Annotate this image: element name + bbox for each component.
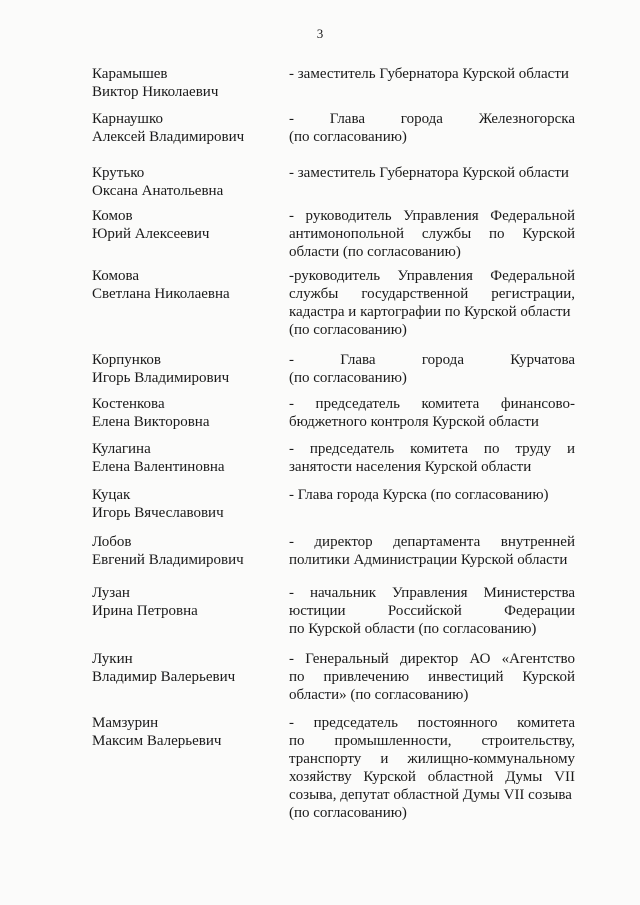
member-name xyxy=(92,533,272,569)
member-position xyxy=(289,650,575,704)
member-position xyxy=(289,584,575,638)
member-surname: Комов xyxy=(92,208,133,224)
position-line: - директор департамента внутренней xyxy=(289,534,575,550)
position-line: политики Администрации Курской области xyxy=(289,552,568,568)
position-line: по Курской области (по согласованию) xyxy=(289,621,537,637)
member-name xyxy=(92,267,272,303)
member-position xyxy=(289,351,575,387)
member-surname: Кулагина xyxy=(92,441,151,457)
position-line: - Глава города Курска (по согласованию) xyxy=(289,487,549,503)
position-line: хозяйству Курской областной Думы VII xyxy=(289,769,575,785)
position-line: (по согласованию) xyxy=(289,322,407,338)
position-line: - начальник Управления Министерства xyxy=(289,585,575,601)
member-surname: Корпунков xyxy=(92,352,161,368)
position-line: - председатель комитета финансово- xyxy=(289,396,575,412)
member-position xyxy=(289,714,575,822)
member-position xyxy=(289,395,575,431)
member-given-name: Владимир Валерьевич xyxy=(92,669,236,685)
member-position xyxy=(289,207,575,261)
member-given-name: Юрий Алексеевич xyxy=(92,226,210,242)
member-name xyxy=(92,351,272,387)
member-surname: Карамышев xyxy=(92,66,168,82)
member-position xyxy=(289,267,575,339)
member-given-name: Елена Викторовна xyxy=(92,414,210,430)
position-line: области» (по согласованию) xyxy=(289,687,469,703)
position-line: области (по согласованию) xyxy=(289,244,461,260)
member-given-name: Игорь Владимирович xyxy=(92,370,230,386)
member-surname: Крутько xyxy=(92,165,145,181)
position-line: - председатель постоянного комитета xyxy=(289,715,575,731)
member-name xyxy=(92,395,272,431)
member-name xyxy=(92,110,272,146)
position-line: кадастра и картографии по Курской области xyxy=(289,304,571,320)
member-given-name: Ирина Петровна xyxy=(92,603,198,619)
member-surname: Лукин xyxy=(92,651,133,667)
member-given-name: Алексей Владимирович xyxy=(92,129,245,145)
position-line: транспорту и жилищно-коммунальному xyxy=(289,751,575,767)
member-given-name: Игорь Вячеславович xyxy=(92,505,224,521)
member-given-name: Елена Валентиновна xyxy=(92,459,225,475)
member-name xyxy=(92,584,272,620)
position-line: - руководитель Управления Федеральной xyxy=(289,208,575,224)
position-line: по привлечению инвестиций Курской xyxy=(289,669,575,685)
position-line: службы государственной регистрации, xyxy=(289,286,575,302)
member-given-name: Максим Валерьевич xyxy=(92,733,222,749)
member-name xyxy=(92,440,272,476)
member-given-name: Светлана Николаевна xyxy=(92,286,230,302)
position-line: (по согласованию) xyxy=(289,805,407,821)
member-name xyxy=(92,207,272,243)
member-surname: Карнаушко xyxy=(92,111,163,127)
position-line: - Генеральный директор АО «Агентство xyxy=(289,651,575,667)
page-number: 3 xyxy=(316,26,324,41)
position-line: -руководитель Управления Федеральной xyxy=(289,268,575,284)
position-line: - заместитель Губернатора Курской области xyxy=(289,66,569,82)
member-given-name: Евгений Владимирович xyxy=(92,552,244,568)
member-surname: Лузан xyxy=(92,585,130,601)
position-line: юстиции Российской Федерации xyxy=(289,603,575,619)
member-position xyxy=(289,65,575,83)
member-surname: Костенкова xyxy=(92,396,165,412)
member-position xyxy=(289,164,575,182)
position-line: созыва, депутат областной Думы VII созыва xyxy=(289,787,572,803)
position-line: - Глава города Курчатова xyxy=(289,352,575,368)
position-line: (по согласованию) xyxy=(289,370,407,386)
member-name xyxy=(92,650,272,686)
position-line: антимонопольной службы по Курской xyxy=(289,226,575,242)
position-line: - заместитель Губернатора Курской области xyxy=(289,165,569,181)
position-line: бюджетного контроля Курской области xyxy=(289,414,539,430)
position-line: - председатель комитета по труду и xyxy=(289,441,575,457)
member-position xyxy=(289,486,575,504)
member-given-name: Оксана Анатольевна xyxy=(92,183,224,199)
member-position xyxy=(289,533,575,569)
member-name xyxy=(92,714,272,750)
member-name xyxy=(92,65,272,101)
member-surname: Лобов xyxy=(92,534,132,550)
position-line: (по согласованию) xyxy=(289,129,407,145)
position-line: занятости населения Курской области xyxy=(289,459,532,475)
position-line: по промышленности, строительству, xyxy=(289,733,575,749)
member-surname: Куцак xyxy=(92,487,131,503)
member-name xyxy=(92,486,272,522)
member-surname: Мамзурин xyxy=(92,715,159,731)
member-position xyxy=(289,110,575,146)
position-line: - Глава города Железногорска xyxy=(289,111,575,127)
member-name xyxy=(92,164,272,200)
member-given-name: Виктор Николаевич xyxy=(92,84,219,100)
member-position xyxy=(289,440,575,476)
member-surname: Комова xyxy=(92,268,140,284)
